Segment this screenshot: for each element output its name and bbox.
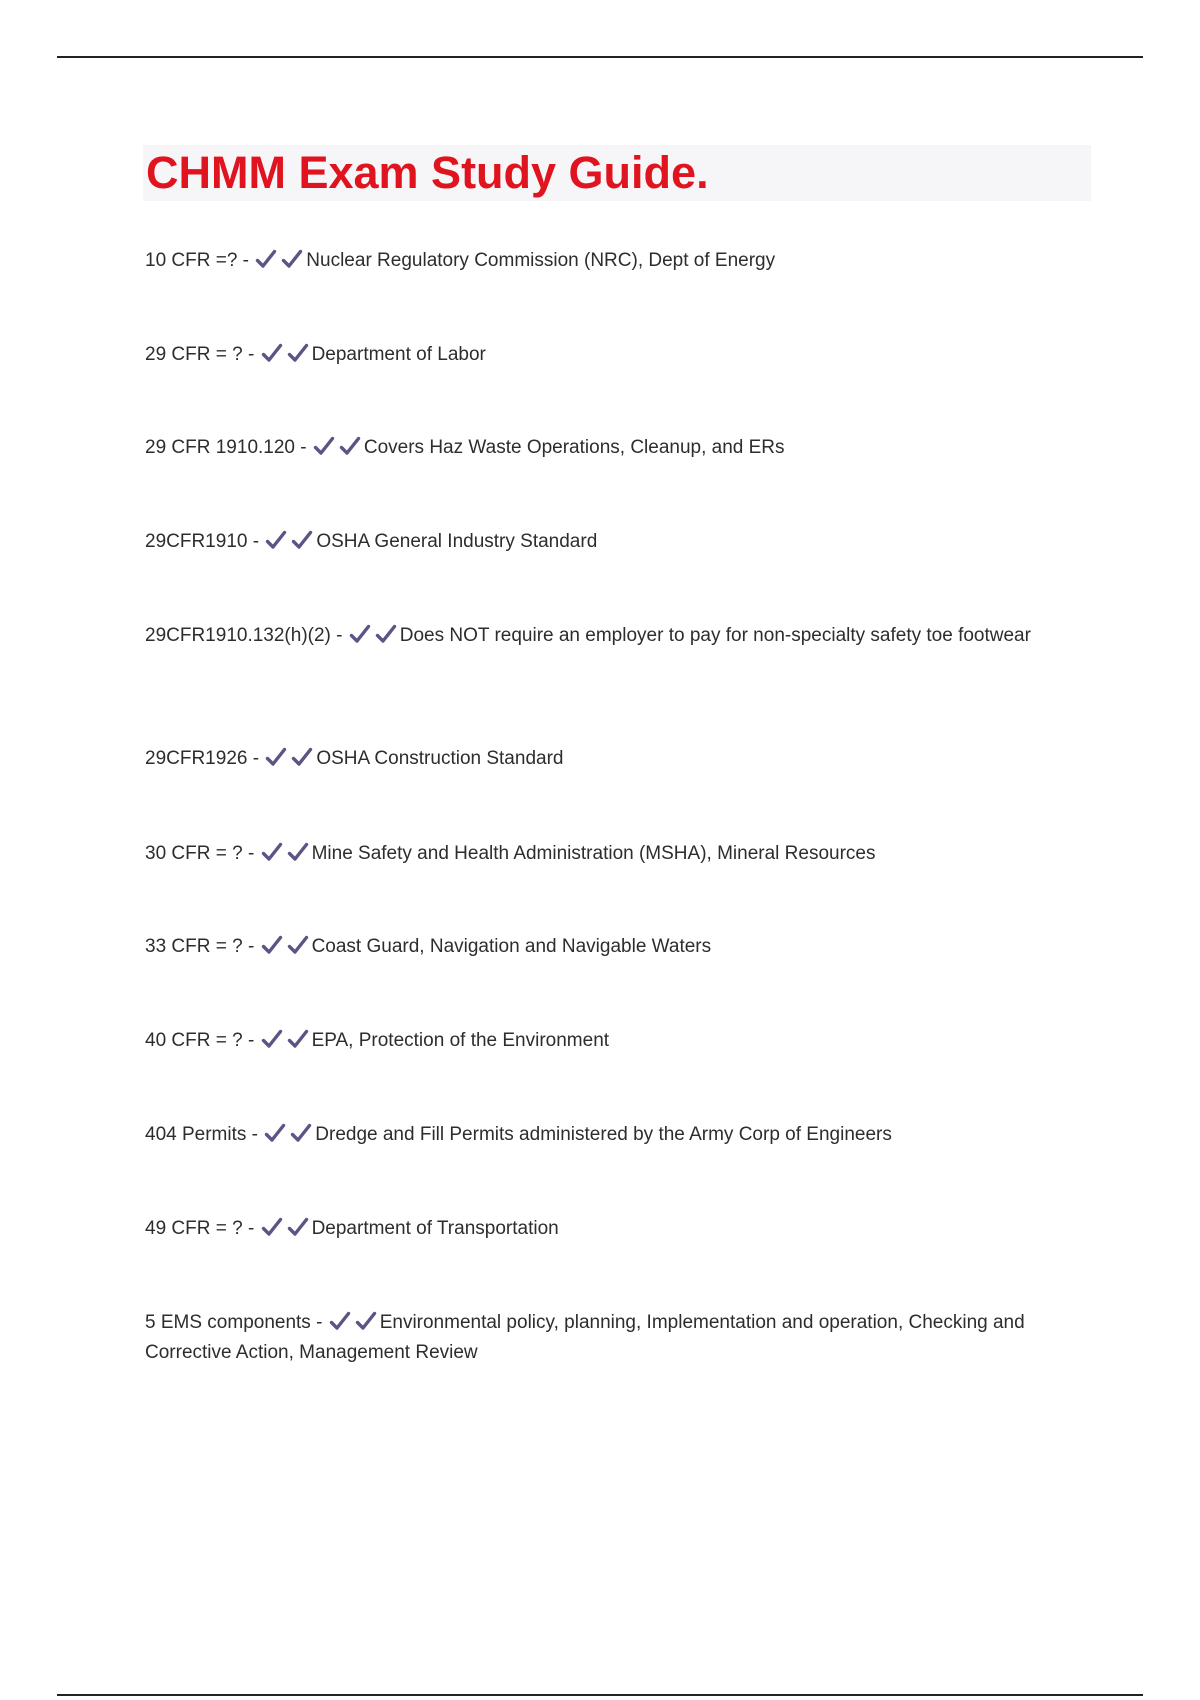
list-item [145,527,1075,557]
entry-term: 29 CFR = ? - [145,344,260,365]
entry-term: 29 CFR 1910.120 - [145,437,312,458]
entry-answer: Department of Transportation [311,1218,559,1239]
list-item [145,1026,1075,1056]
entry-answer: Environmental policy, planning, Implementation and operation, Checking and Corrective Action, Management Review [145,1312,1025,1363]
entry-term: 404 Permits - [145,1124,264,1145]
entry-answer: Does NOT require an employer to pay for non-specialty safety toe footwear [399,625,1031,646]
checkmark-icon [281,249,303,269]
list-item [145,839,1075,869]
entry-term: 33 CFR = ? - [145,936,260,957]
checkmark-icon [264,1123,286,1143]
entry-term: 5 EMS components - [145,1312,328,1333]
entry-answer: OSHA Construction Standard [316,748,564,769]
checkmark-icon [261,343,283,363]
list-item [145,744,1075,774]
entry-term: 49 CFR = ? - [145,1218,260,1239]
entry-term: 30 CFR = ? - [145,843,260,864]
checkmark-icon [287,1217,309,1237]
checkmark-icon [261,1217,283,1237]
checkmark-icon [265,747,287,767]
checkmark-icon [329,1311,351,1331]
list-item [145,621,1075,651]
checkmark-icon [261,935,283,955]
bottom-divider [57,1694,1143,1696]
top-divider [57,56,1143,58]
entry-term: 29CFR1926 - [145,748,265,769]
list-item [145,1120,1075,1150]
checkmark-icon [287,935,309,955]
list-item [145,433,1075,463]
checkmark-icon [287,1029,309,1049]
list-item [145,932,1075,962]
page-title: CHMM Exam Study Guide. [146,147,709,198]
checkmark-icon [339,436,361,456]
list-item [145,1214,1075,1244]
checkmark-icon [261,842,283,862]
checkmark-icon [355,1311,377,1331]
checkmark-icon [349,624,371,644]
entry-term: 40 CFR = ? - [145,1030,260,1051]
checkmark-icon [287,842,309,862]
entry-answer: Dredge and Fill Permits administered by the Army Corp of Engineers [315,1124,892,1145]
entry-answer: Mine Safety and Health Administration (MSHA), Mineral Resources [311,843,876,864]
list-item [145,1308,1075,1368]
entry-answer: OSHA General Industry Standard [316,531,598,552]
entry-term: 10 CFR =? - [145,250,255,271]
checkmark-icon [287,343,309,363]
checkmark-icon [290,1123,312,1143]
list-item [145,246,1075,276]
entry-term: 29CFR1910 - [145,531,265,552]
list-item [145,340,1075,370]
checkmark-icon [265,530,287,550]
entry-answer: EPA, Protection of the Environment [311,1030,610,1051]
entry-answer: Covers Haz Waste Operations, Cleanup, and ERs [363,437,785,458]
entry-term: 29CFR1910.132(h)(2) - [145,625,348,646]
checkmark-icon [291,530,313,550]
checkmark-icon [291,747,313,767]
entry-answer: Department of Labor [311,344,486,365]
checkmark-icon [375,624,397,644]
checkmark-icon [313,436,335,456]
checkmark-icon [261,1029,283,1049]
entry-answer: Nuclear Regulatory Commission (NRC), Dept of Energy [306,250,776,271]
entry-answer: Coast Guard, Navigation and Navigable Waters [311,936,712,957]
checkmark-icon [255,249,277,269]
